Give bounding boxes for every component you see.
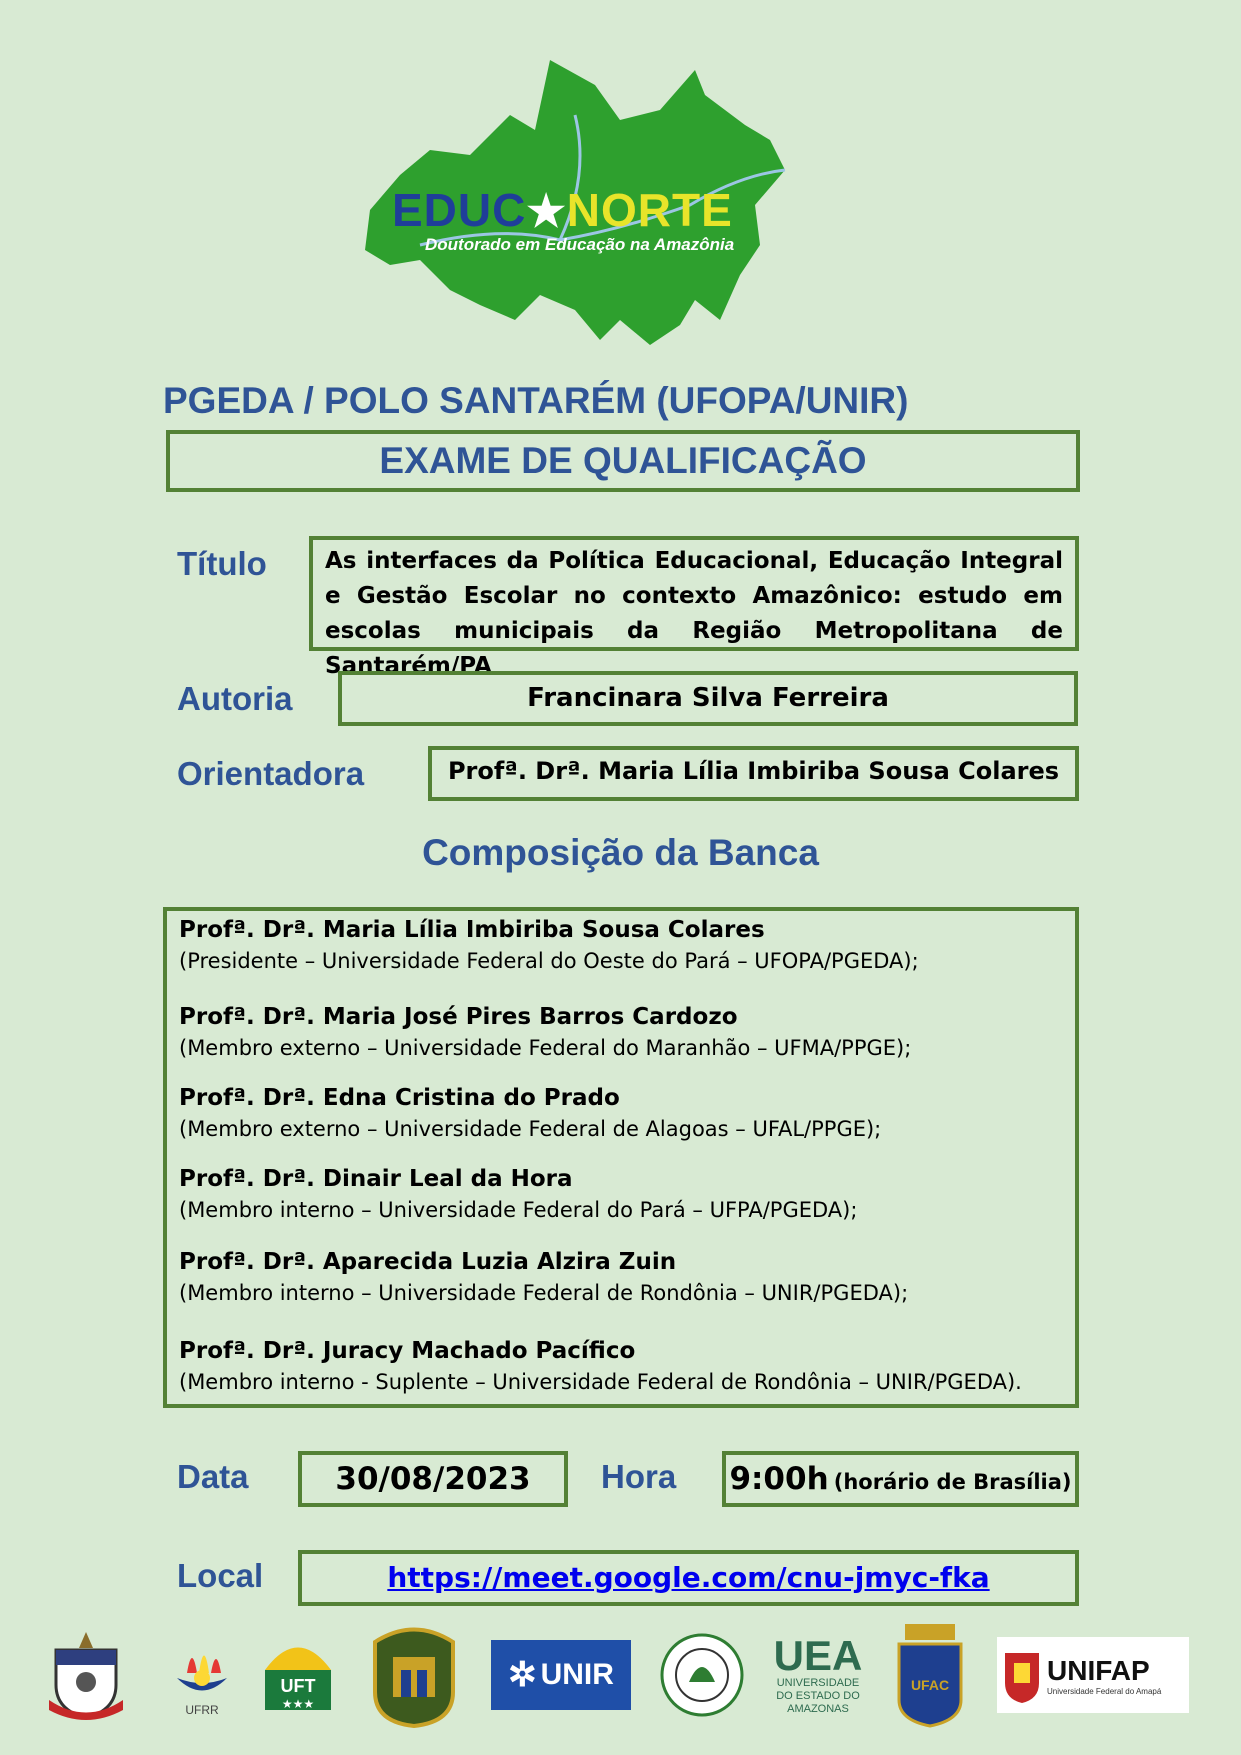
meet-link[interactable]: https://meet.google.com/cnu-jmyc-fka xyxy=(387,1561,990,1594)
banca-box xyxy=(163,907,1079,1408)
ufopa-crest-icon xyxy=(365,1622,463,1728)
ufac-logo xyxy=(890,1610,970,1740)
banca-member xyxy=(179,1004,911,1060)
exam-title: EXAME DE QUALIFICAÇÃO xyxy=(379,440,867,481)
titulo-box xyxy=(309,536,1079,679)
member-role: (Membro externo – Universidade Federal de Alagoas – UFAL/PPGE); xyxy=(179,1117,882,1141)
ufrr-emblem-icon xyxy=(167,1633,237,1703)
label-titulo: Título xyxy=(177,545,267,582)
orientadora-box xyxy=(428,746,1079,801)
unifap-label: UNIFAP xyxy=(1047,1654,1150,1686)
ufopa-logo xyxy=(364,1610,464,1740)
ufrr-logo xyxy=(166,1610,238,1740)
banca-member xyxy=(179,1085,881,1141)
data-value: 30/08/2023 xyxy=(335,1461,531,1497)
banca-member xyxy=(179,1166,857,1222)
program-title: PGEDA / POLO SANTARÉM (UFOPA/UNIR) xyxy=(163,380,909,421)
ufac-label: UFAC xyxy=(910,1677,950,1693)
member-role: (Membro interno – Universidade Federal de Rondônia – UNIR/PGEDA); xyxy=(179,1281,909,1305)
unir-snowflake-icon: ✲ xyxy=(508,1656,537,1694)
member-role: (Membro interno – Universidade Federal do Pará – UFPA/PGEDA); xyxy=(179,1198,858,1222)
member-role: (Membro externo – Universidade Federal do Maranhão – UFMA/PPGE); xyxy=(179,1036,912,1060)
local-box xyxy=(298,1550,1079,1606)
logo-brand-left: EDUC xyxy=(392,184,527,236)
member-name: Profª. Drª. Aparecida Luzia Alzira Zuin xyxy=(179,1249,677,1275)
unifap-logo xyxy=(996,1610,1190,1740)
uea-label: UEA xyxy=(773,1631,863,1679)
member-role: (Presidente – Universidade Federal do Oeste do Pará – UFOPA/PGEDA); xyxy=(179,949,919,973)
member-name: Profª. Drª. Maria José Pires Barros Cardozo xyxy=(179,1004,738,1030)
uft-emblem-icon xyxy=(255,1630,341,1720)
logo-tagline: Doutorado em Educação na Amazônia xyxy=(425,235,735,254)
hora-line xyxy=(726,1455,1075,1508)
ufam-logo xyxy=(658,1610,746,1740)
label-local: Local xyxy=(177,1557,264,1594)
ufac-crest-icon xyxy=(891,1620,969,1730)
banca-heading: Composição da Banca xyxy=(422,832,819,873)
data-box xyxy=(298,1451,568,1507)
orientadora-text: Profª. Drª. Maria Lília Imbiriba Sousa Colares xyxy=(447,757,1060,785)
banca-member xyxy=(179,1338,1022,1394)
logo-brand-right: NORTE xyxy=(566,184,733,236)
stars-icon: ★★★ xyxy=(281,1697,315,1711)
label-data: Data xyxy=(177,1458,249,1495)
uft-label: UFT xyxy=(280,1676,316,1696)
educanorte-logo xyxy=(360,55,870,345)
unifap-shield-icon xyxy=(997,1645,1047,1705)
titulo-text: As interfaces da Política Educacional, Educação Integral e Gestão Escolar no contexto Amazônico: estudo em escolas municipais da Região Metropolitana de Santarém/PA xyxy=(325,548,1063,679)
unifap-sublabel: Universidade Federal do Amapá xyxy=(1047,1686,1162,1696)
member-role: (Membro interno - Suplente – Universidade Federal de Rondônia – UNIR/PGEDA). xyxy=(179,1370,1022,1394)
hora-note: (horário de Brasília) xyxy=(833,1470,1072,1494)
autoria-text: Francinara Silva Ferreira xyxy=(527,683,889,713)
member-name: Profª. Drª. Juracy Machado Pacífico xyxy=(179,1338,636,1364)
ufrr-label: UFRR xyxy=(185,1703,219,1717)
uea-logo xyxy=(768,1610,868,1740)
ufam-seal-icon xyxy=(659,1632,745,1718)
uft-logo xyxy=(254,1610,342,1740)
star-icon: ★ xyxy=(526,187,567,236)
hora-value: 9:00h xyxy=(729,1461,829,1497)
label-autoria: Autoria xyxy=(177,680,293,717)
ufpa-crest-icon xyxy=(41,1630,131,1720)
banca-member xyxy=(179,1249,908,1305)
label-orientadora: Orientadora xyxy=(177,755,365,792)
exam-title-box xyxy=(166,430,1080,492)
ufpa-logo xyxy=(40,1610,132,1740)
label-hora: Hora xyxy=(601,1458,677,1495)
autoria-box xyxy=(338,671,1078,726)
uea-sublabel: UNIVERSIDADE DO ESTADO DO AMAZONAS xyxy=(776,1676,860,1715)
unir-label: UNIR xyxy=(540,1658,614,1691)
unir-logo xyxy=(490,1610,632,1740)
banca-member xyxy=(179,917,919,973)
member-name: Profª. Drª. Dinair Leal da Hora xyxy=(179,1166,573,1192)
hora-box xyxy=(722,1451,1079,1507)
member-name: Profª. Drª. Maria Lília Imbiriba Sousa Colares xyxy=(179,917,765,943)
member-name: Profª. Drª. Edna Cristina do Prado xyxy=(179,1085,620,1111)
